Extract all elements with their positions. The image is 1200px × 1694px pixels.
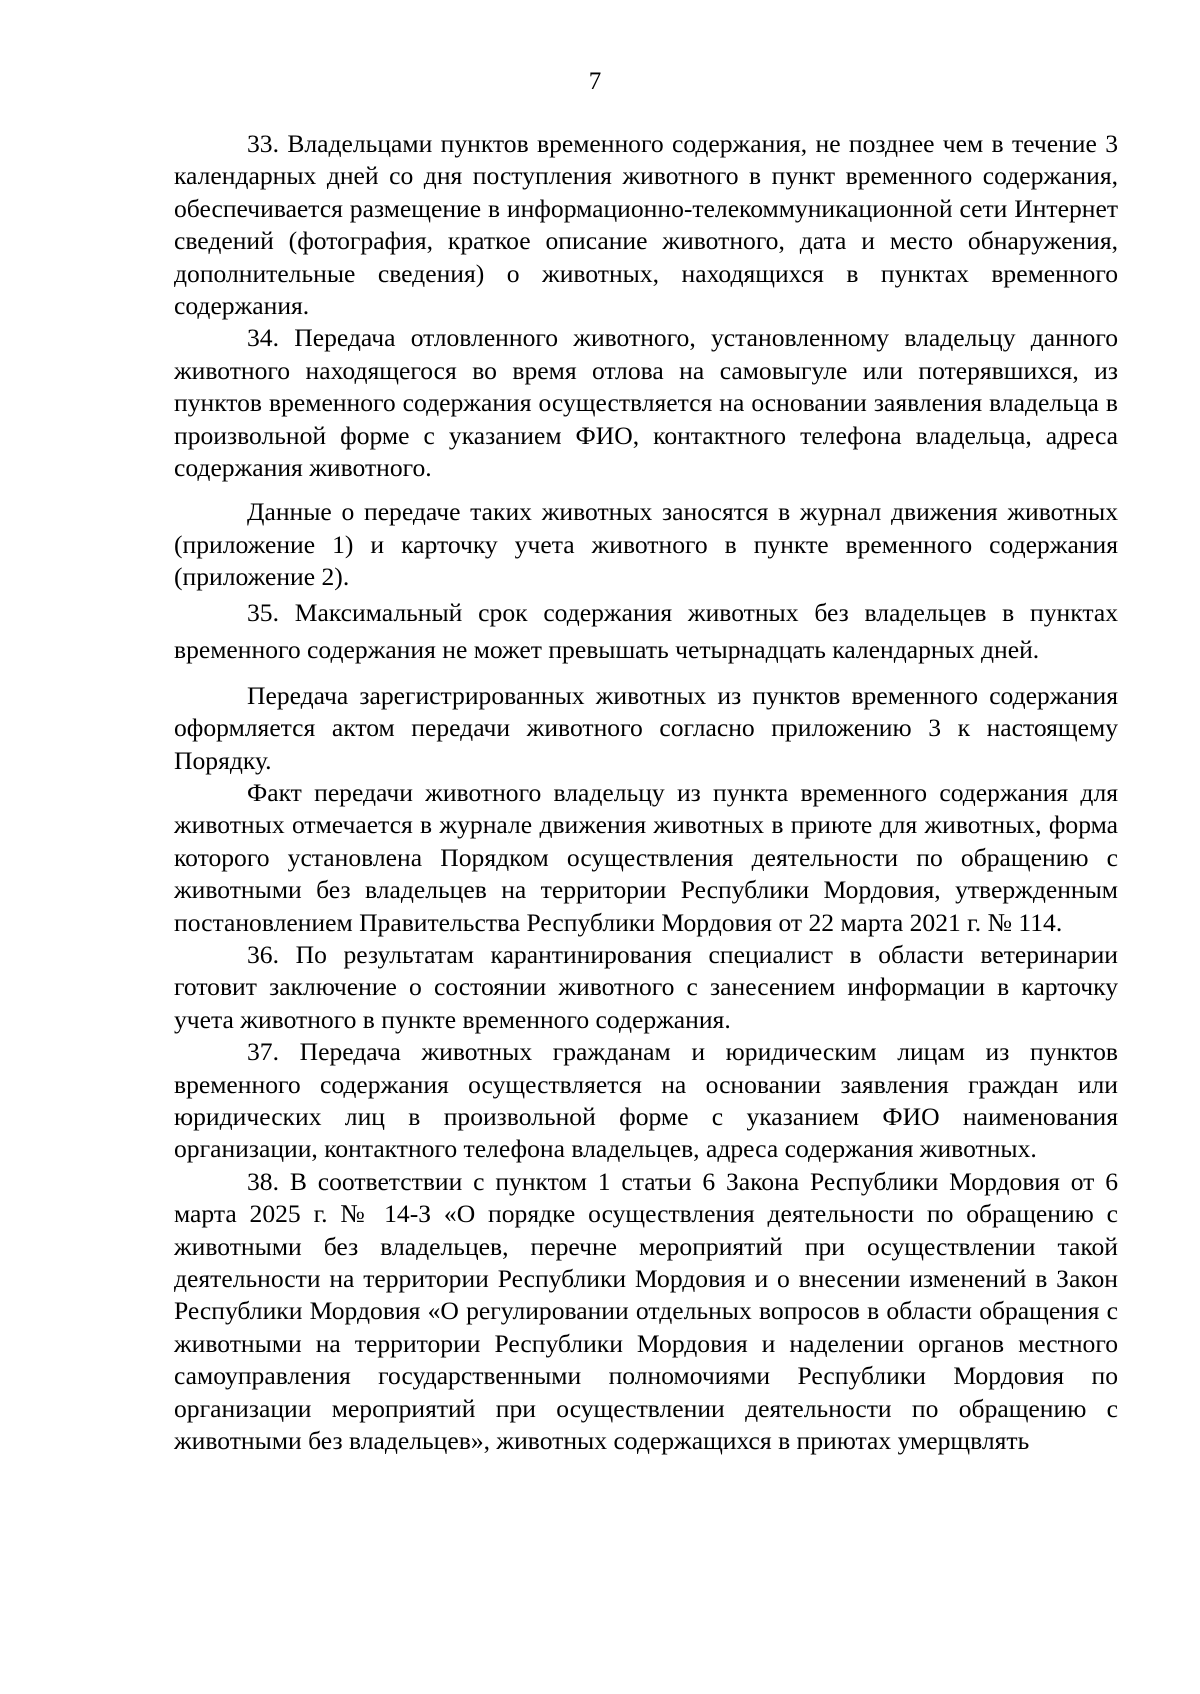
paragraph-38: 38. В соответствии с пунктом 1 статьи 6 Закона Республики Мордовия от 6 марта 2025 г. № 14-З «О порядке осуществления деятельности по обращению с животными без владельцев, перечне мероприятий при осуществлении такой деятельности на территории Республики Мордовия и о внесении изменений в Закон Республики Мордовия «О регулировании отдельных вопросов в области обращения с животными на территории Республики Мордовия и наделении органов местного самоуправления государственными полномочиями Республики Мордовия по организации мероприятий при осуществлении деятельности по обращению с животными без владельцев», животных содержащихся в приютах умерщвлять [174, 1166, 1118, 1456]
page-number: 7 [588, 68, 602, 95]
paragraph-36: 36. По результатам карантинирования специалист в области ветеринарии готовит заключение о состоянии животного с занесением информации в карточку учета животного в пункте временного содержания. [174, 939, 1118, 1034]
paragraph-37: 37. Передача животных гражданам и юридическим лицам из пунктов временного содержания осуществляется на основании заявления граждан или юридических лиц в произвольной форме с указанием ФИО наименования организации, контактного телефона владельцев, адреса содержания животных. [174, 1037, 1118, 1164]
paragraph-transfer-records: Данные о передаче таких животных заносятся в журнал движения животных (приложение 1) и карточку учета животного в пункте временного содержания (приложение 2). [174, 497, 1118, 592]
paragraph-registered-transfer: Передача зарегистрированных животных из пунктов временного содержания оформляется актом передачи животного согласно приложению 3 к настоящему Порядку. [174, 680, 1118, 775]
document-body [174, 128, 1118, 1457]
paragraph-transfer-fact: Факт передачи животного владельцу из пункта временного содержания для животных отмечается в журнале движения животных в приюте для животных, форма которого установлена Порядком осуществления деятельности по обращению с животными без владельцев на территории Республики Мордовия, утвержденным постановлением Правительства Республики Мордовия от 22 марта 2021 г. № 114. [174, 777, 1118, 937]
paragraph-33: 33. Владельцами пунктов временного содержания, не позднее чем в течение 3 календарных дней со дня поступления животного в пункт временного содержания, обеспечивается размещение в информационно-телекоммуникационной сети Интернет сведений (фотография, краткое описание животного, дата и место обнаружения, дополнительные сведения) о животных, находящихся в пунктах временного содержания. [174, 129, 1118, 321]
paragraph-35: 35. Максимальный срок содержания животных без владельцев в пунктах временного содержания не может превышать четырнадцать календарных дней. [174, 597, 1118, 664]
paragraph-34: 34. Передача отловленного животного, установленному владельцу данного животного находящегося во время отлова на самовыгуле или потерявшихся, из пунктов временного содержания осуществляется на основании заявления владельца в произвольной форме с указанием ФИО, контактного телефона владельца, адреса содержания животного. [174, 323, 1118, 483]
